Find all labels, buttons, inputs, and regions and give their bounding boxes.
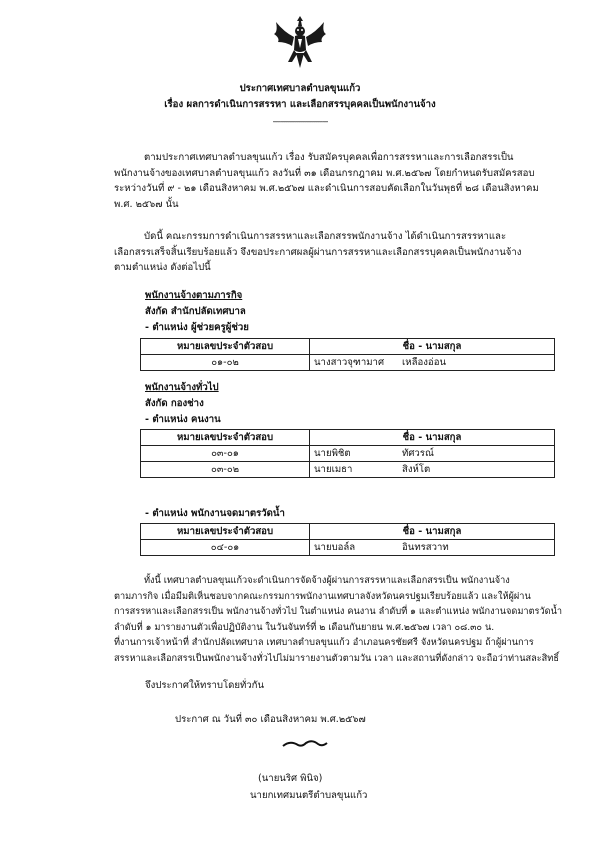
section-department: สังกัด กองช่าง (145, 398, 204, 409)
announce-line: จึงประกาศให้ทราบโดยทั่วกัน (145, 680, 265, 691)
closing-line: ที่งานการเจ้าหน้าที่ สำนักปลัดเทศบาล เทศบาลตำบลขุนแก้ว อำเภอนครชัยศรี จังหวัดนครปฐม ถ้าผู้ผ่านการ (114, 637, 534, 649)
result-line: ตามตำแหน่ง ดังต่อไปนี้ (114, 262, 211, 274)
intro-line: ตามประกาศเทศบาลตำบลขุนแก้ว เรื่อง รับสมัครบุคคลเพื่อการสรรหาและการเลือกสรรเป็น (144, 152, 514, 163)
result-line: เลือกสรรเสร็จสิ้นเรียบร้อยแล้ว จึงขอประกาศผลผู้ผ่านการสรรหาและเลือกสรรบุคคลเป็นพนักงานจ้าง (114, 246, 522, 258)
table-row (141, 446, 555, 462)
intro-line: พนักงานจ้างของเทศบาลตำบลขุนแก้ว ลงวันที่ ๓๑ เดือนกรกฎาคม พ.ศ.๒๕๖๗ โดยกำหนดรับสมัครสอบ (114, 167, 535, 179)
garuda-emblem-icon (270, 12, 330, 72)
first-name: นายบอล์ล (310, 540, 399, 556)
table-row (141, 540, 555, 556)
last-name: สิงห์โต (398, 462, 555, 478)
header-exam-id: หมายเลขประจำตัวสอบ (141, 524, 310, 540)
last-name: เหลืองอ่อน (398, 355, 555, 371)
header-full-name: ชื่อ - นามสกุล (310, 430, 555, 446)
first-name: นายพิชิต (310, 446, 399, 462)
candidate-table (140, 523, 555, 556)
closing-line: ลำดับที่ ๑ มารายงานตัวเพื่อปฏิบัติงาน ในวันจันทร์ที่ ๒ เดือนกันยายน พ.ศ.๒๕๖๗ เวลา ๐๘.๓๐ น. (114, 621, 495, 633)
intro-line: ระหว่างวันที่ ๙ - ๒๑ เดือนสิงหาคม พ.ศ.๒๕๖๗ และดำเนินการสอบคัดเลือกในวันพุธที่ ๒๘ เดือนสิงหาคม (114, 183, 539, 195)
table-row (141, 462, 555, 478)
subject-line: เรื่อง ผลการดำเนินการสรรหา และเลือกสรรบุคคลเป็นพนักงานจ้าง (164, 99, 436, 110)
table-row (141, 355, 555, 371)
header-exam-id: หมายเลขประจำตัวสอบ (141, 430, 310, 446)
exam-id: ๐๓-๐๒ (141, 462, 310, 478)
separator-line: ----------------------------- (272, 117, 328, 126)
section-department: สังกัด สำนักปลัดเทศบาล (145, 306, 246, 317)
first-name: นายเมธา (310, 462, 399, 478)
position-title: - ตำแหน่ง พนักงานจดมาตรวัดน้ำ (145, 508, 285, 519)
section-type-mission: พนักงานจ้างตามภารกิจ (145, 290, 243, 301)
result-paragraph (114, 229, 554, 276)
position-title: - ตำแหน่ง คนงาน (145, 414, 221, 425)
header-full-name: ชื่อ - นามสกุล (310, 524, 555, 540)
section-type-general: พนักงานจ้างทั่วไป (145, 382, 219, 393)
candidate-table (140, 338, 555, 371)
position-title: - ตำแหน่ง ผู้ช่วยครูผู้ช่วย (145, 322, 249, 333)
candidate-table (140, 429, 555, 478)
org-announcement-title: ประกาศเทศบาลตำบลขุนแก้ว (239, 83, 361, 94)
exam-id: ๐๑-๐๒ (141, 355, 310, 371)
intro-line: พ.ศ. ๒๕๖๗ นั้น (114, 198, 179, 210)
signer-title: นายกเทศมนตรีตำบลขุนแก้ว (250, 790, 368, 801)
exam-id: ๐๔-๐๑ (141, 540, 310, 556)
result-line: บัดนี้ คณะกรรมการดำเนินการสรรหาและเลือกสรรพนักงานจ้าง ได้ดำเนินการสรรหาและ (144, 231, 507, 242)
closing-line: ทั้งนี้ เทศบาลตำบลขุนแก้วจะดำเนินการจัดจ้างผู้ผ่านการสรรหาและเลือกสรรเป็น พนักงานจ้าง (144, 575, 510, 586)
signature-mark (280, 737, 330, 751)
first-name: นางสาวจุฑามาศ (310, 355, 399, 371)
last-name: อินทรสวาท (398, 540, 555, 556)
closing-line: ตามภารกิจ เมื่อมีมติเห็นชอบจากคณะกรรมการพนักงานเทศบาลจังหวัดนครปฐมเรียบร้อยแล้ว และให้ผู้ผ่าน (114, 590, 531, 602)
exam-id: ๐๓-๐๑ (141, 446, 310, 462)
header-full-name: ชื่อ - นามสกุล (310, 339, 555, 355)
last-name: ทัศวรณ์ (398, 446, 555, 462)
announce-date: ประกาศ ณ วันที่ ๓๐ เดือนสิงหาคม พ.ศ.๒๕๖๗ (175, 714, 366, 725)
signer-name: (นายนริศ พินิจ) (258, 773, 323, 784)
closing-line: การสรรหาและเลือกสรรเป็น พนักงานจ้างทั่วไป ในตำแหน่ง คนงาน ลำดับที่ ๑ และตำแหน่ง พนักงานจดมาตรวัดน้ำ (114, 606, 563, 618)
intro-paragraph (114, 150, 554, 212)
closing-line: สรรหาและเลือกสรรเป็นพนักงานจ้างทั่วไปไม่มารายงานตัวตามวัน เวลา และสถานที่ดังกล่าว จะถือว่าท่านสละสิทธิ์ (114, 652, 559, 664)
header-exam-id: หมายเลขประจำตัวสอบ (141, 339, 310, 355)
closing-paragraph (114, 573, 563, 667)
